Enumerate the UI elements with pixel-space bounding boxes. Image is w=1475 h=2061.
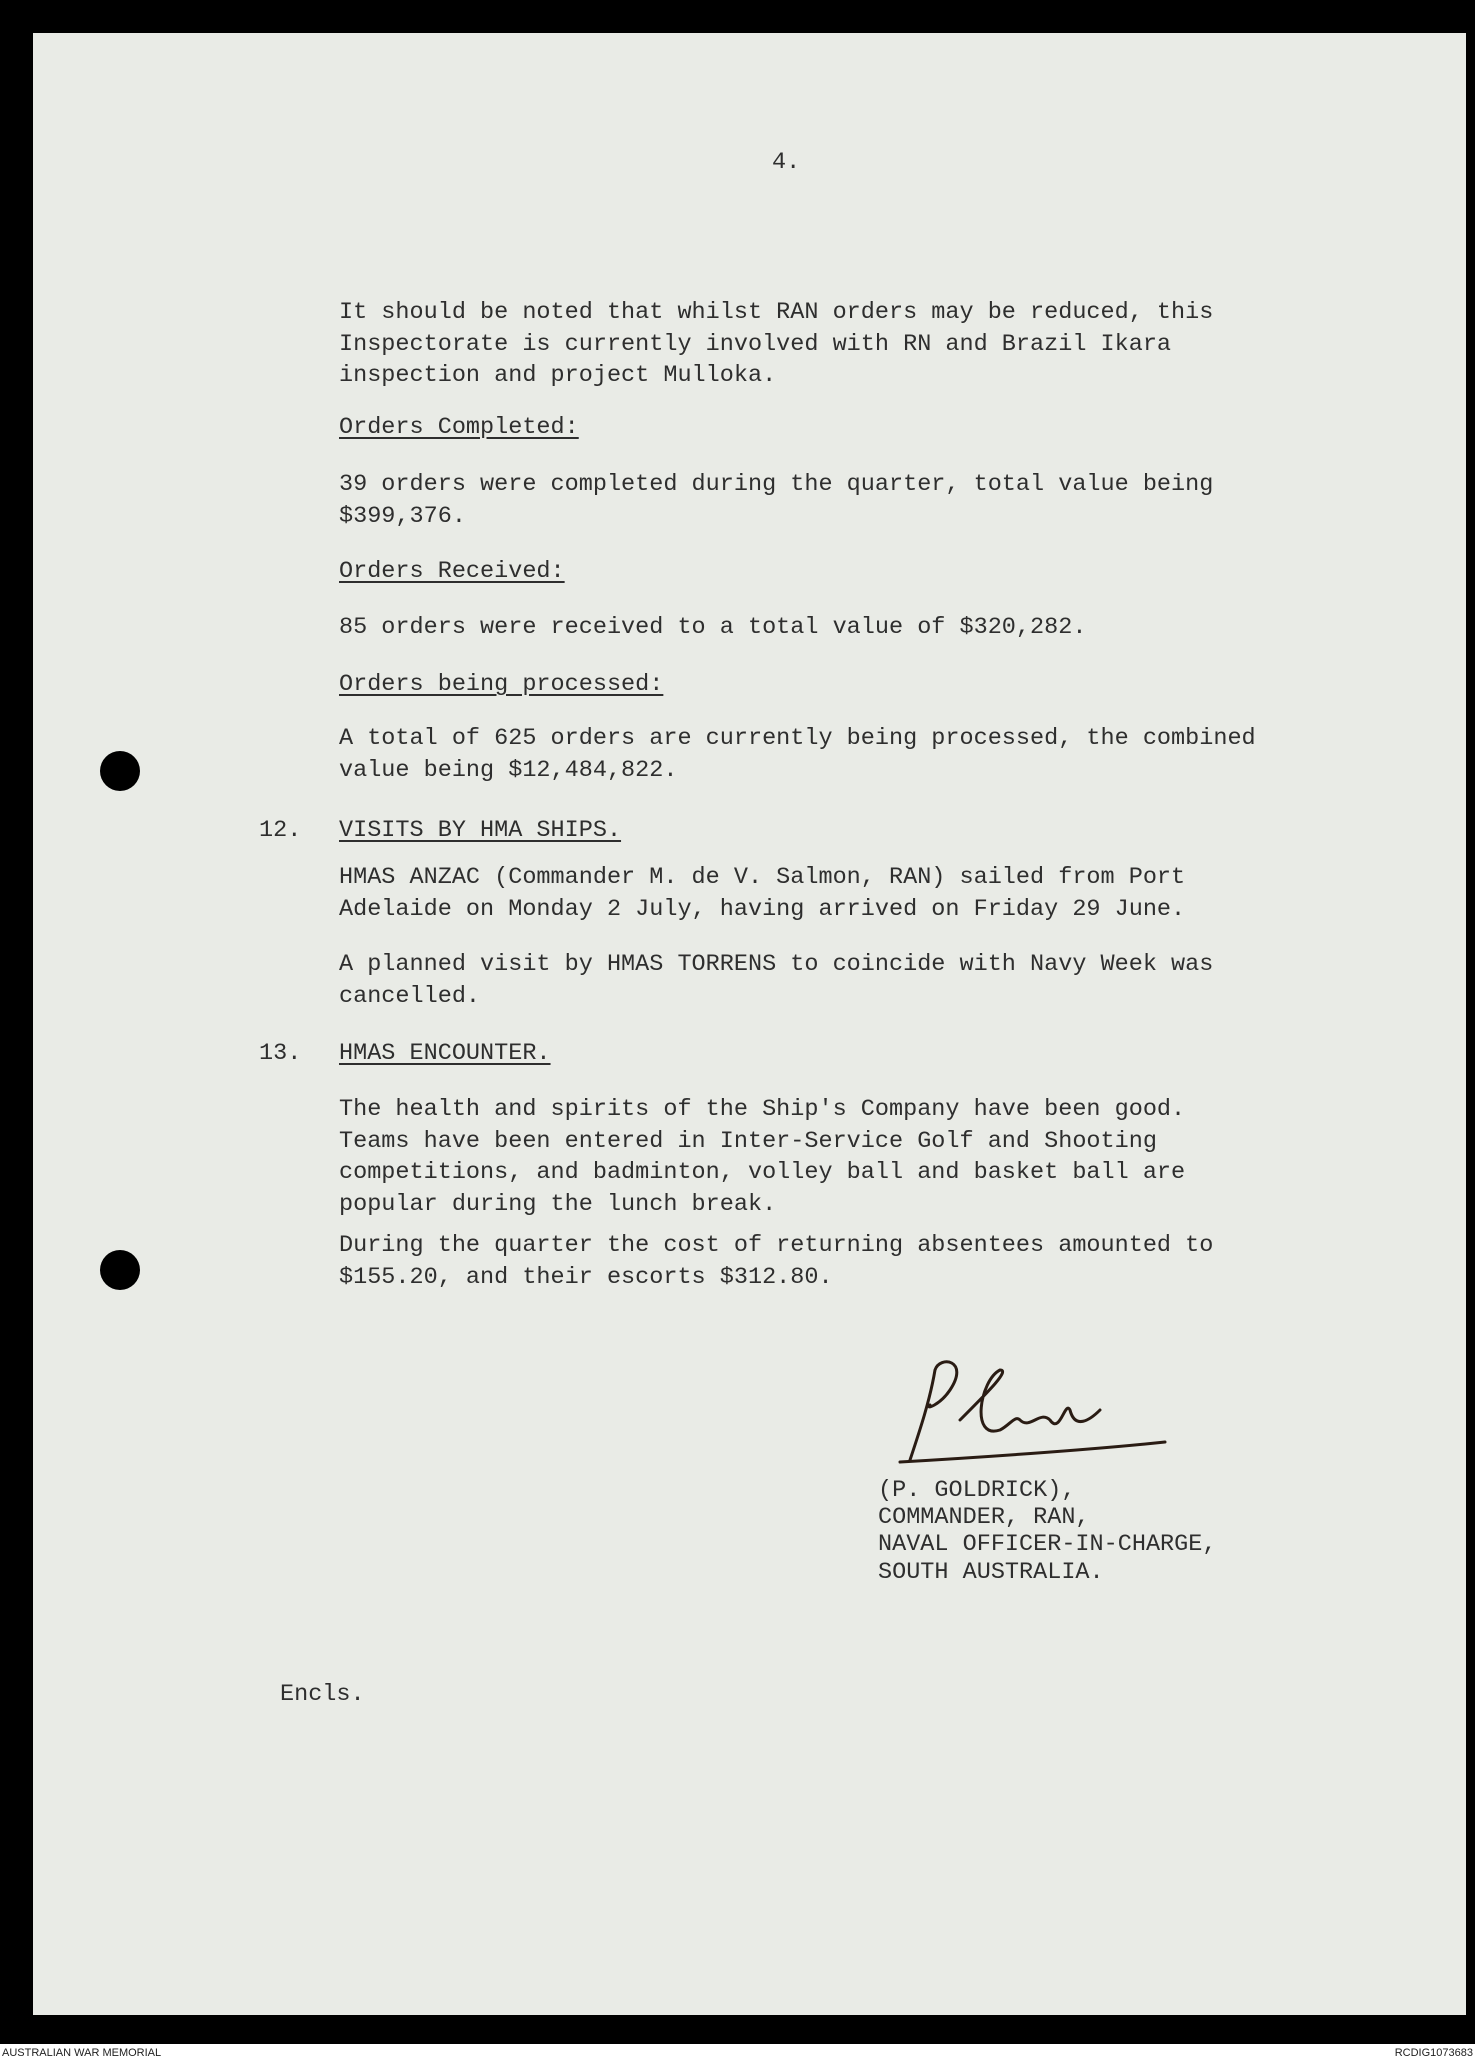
footer-institution: AUSTRALIAN WAR MEMORIAL xyxy=(2,2047,162,2059)
orders-processing-heading: Orders being processed: xyxy=(339,671,664,698)
punch-hole xyxy=(100,1250,140,1290)
handwritten-signature xyxy=(890,1350,1180,1480)
signature-block: (P. GOLDRICK), COMMANDER, RAN, NAVAL OFFICER-IN-CHARGE, SOUTH AUSTRALIA. xyxy=(878,1477,1217,1586)
page-number: 4. xyxy=(772,149,801,176)
intro-paragraph: It should be noted that whilst RAN orders may be reduced, this Inspectorate is currently involved with RN and Brazil Ikara inspection and project Mulloka. xyxy=(339,299,1214,389)
footer-id: RCDIG1073683 xyxy=(1394,2047,1473,2059)
orders-completed-text: 39 orders were completed during the quarter, total value being $399,376. xyxy=(339,471,1214,530)
section-12-number: 12. xyxy=(259,817,302,844)
orders-received-text: 85 orders were received to a total value of $320,282. xyxy=(339,614,1087,641)
orders-completed-heading: Orders Completed: xyxy=(339,414,579,441)
section-12-paragraph: A planned visit by HMAS TORRENS to coincide with Navy Week was cancelled. xyxy=(339,951,1214,1010)
section-13-heading: HMAS ENCOUNTER. xyxy=(339,1040,551,1067)
section-13-paragraph: The health and spirits of the Ship's Company have been good. Teams have been entered in Inter-Service Golf and Shooting competitions, and badminton, volley ball and basket ball are popular during the lunch break. xyxy=(339,1096,1186,1218)
punch-hole xyxy=(100,751,140,791)
section-13-paragraph: During the quarter the cost of returning absentees amounted to $155.20, and their escorts $312.80. xyxy=(339,1232,1214,1291)
section-13-number: 13. xyxy=(259,1040,302,1067)
section-12-heading: VISITS BY HMA SHIPS. xyxy=(339,817,622,844)
orders-processing-text: A total of 625 orders are currently being processed, the combined value being $12,484,822. xyxy=(339,725,1256,784)
section-12-paragraph: HMAS ANZAC (Commander M. de V. Salmon, RAN) sailed from Port Adelaide on Monday 2 July, having arrived on Friday 29 June. xyxy=(339,864,1186,923)
orders-received-heading: Orders Received: xyxy=(339,558,565,585)
enclosures-note: Encls. xyxy=(280,1681,365,1708)
